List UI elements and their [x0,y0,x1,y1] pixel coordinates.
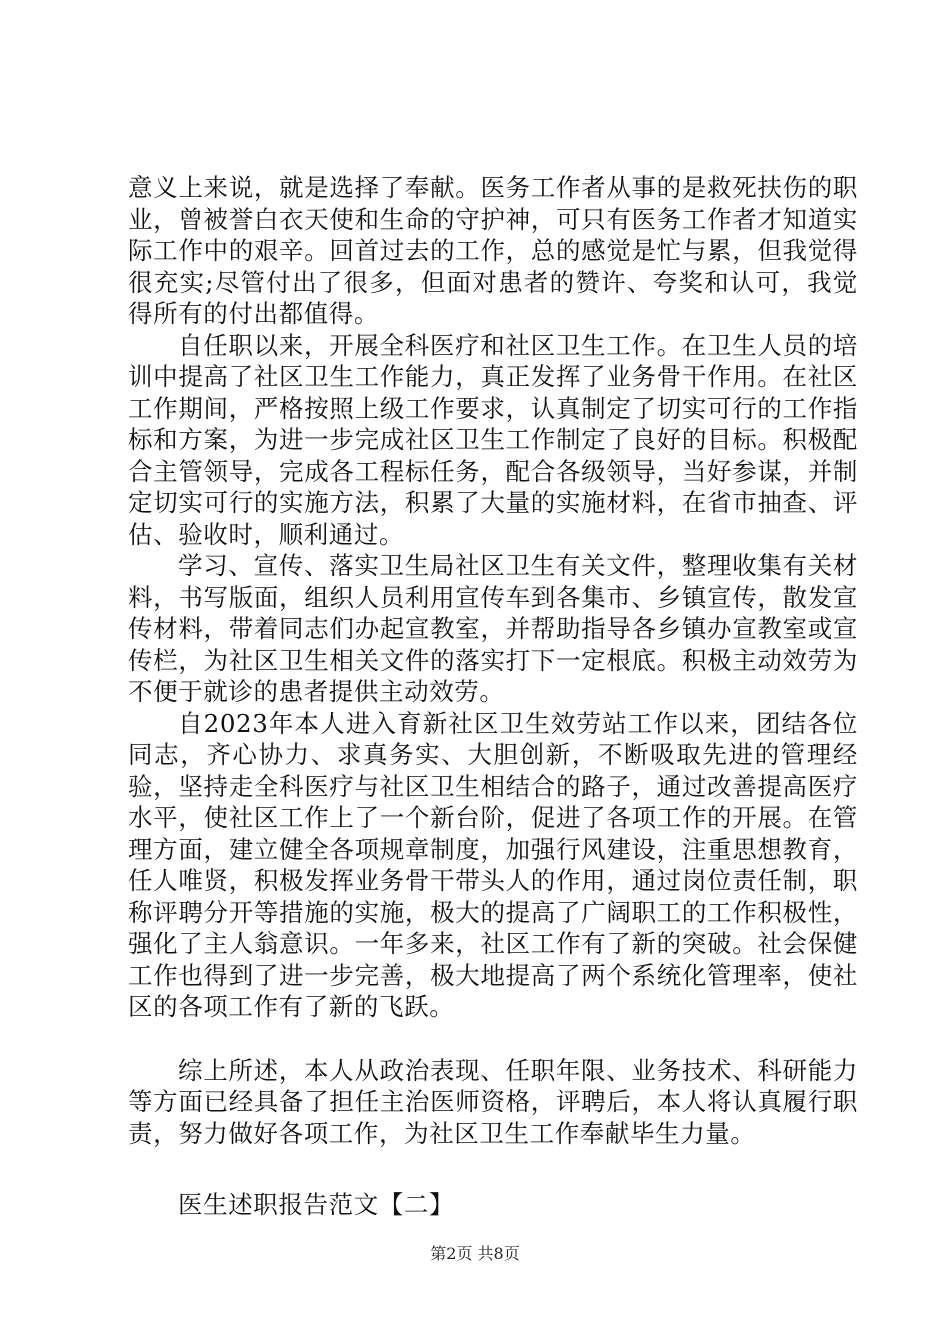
document-body [128,172,858,1221]
paragraph-since-appointment: 自任职以来，开展全科医疗和社区卫生工作。在卫生人员的培训中提高了社区卫生工作能力，真正发挥了业务骨干作用。在社区工作期间，严格按照上级工作要求，认真制定了切实可行的工作指标和方案，为进一步完成社区卫生工作制定了良好的目标。积极配合主管领导，完成各工程标任务，配合各级领导，当好参谋，并制定切实可行的实施方法，积累了大量的实施材料，在省市抽查、评估、验收时，顺利通过。 [128,330,858,549]
paragraph-publicity-work: 学习、宣传、落实卫生局社区卫生有关文件，整理收集有关材料，书写版面，组织人员利用宣传车到各集市、乡镇宣传，散发宣传材料，带着同志们办起宣教室，并帮助指导各乡镇办宣教室或宣传栏，为社区卫生相关文件的落实打下一定根底。积极主动效劳为不便于就诊的患者提供主动效劳。 [128,551,858,706]
paragraph-intro-continuation: 意义上来说，就是选择了奉献。医务工作者从事的是救死扶伤的职业，曾被誉白衣天使和生命的守护神，可只有医务工作者才知道实际工作中的艰辛。回首过去的工作，总的感觉是忙与累，但我觉得很充实;尽管付出了很多，但面对患者的赞许、夸奖和认可，我觉得所有的付出都值得。 [128,173,858,328]
paragraph-summary: 综上所述，本人从政治表现、任职年限、业务技术、科研能力等方面已经具备了担任主治医师资格，评聘后，本人将认真履行职责，努力做好各项工作，为社区卫生工作奉献毕生力量。 [128,1055,858,1148]
section-heading: 医生述职报告范文【二】 [178,1190,455,1219]
page-number-footer: 第2页 共8页 [430,1244,520,1263]
paragraph-station-work: 自2023年本人进入育新社区卫生效劳站工作以来，团结各位同志，齐心协力、求真务实、大胆创新，不断吸取先进的管理经验，坚持走全科医疗与社区卫生相结合的路子，通过改善提高医疗水平，使社区工作上了一个新台阶，促进了各项工作的开展。在管理方面，建立健全各项规章制度，加强行风建设，注重思想教育，任人唯贤，积极发挥业务骨干带头人的作用，通过岗位责任制，职称评聘分开等措施的实施，极大的提高了广阔职工的工作积极性，强化了主人翁意识。一年多来，社区工作有了新的突破。社会保健工作也得到了进一步完善，极大地提高了两个系统化管理率，使社区的各项工作有了新的飞跃。 [128,708,858,1021]
